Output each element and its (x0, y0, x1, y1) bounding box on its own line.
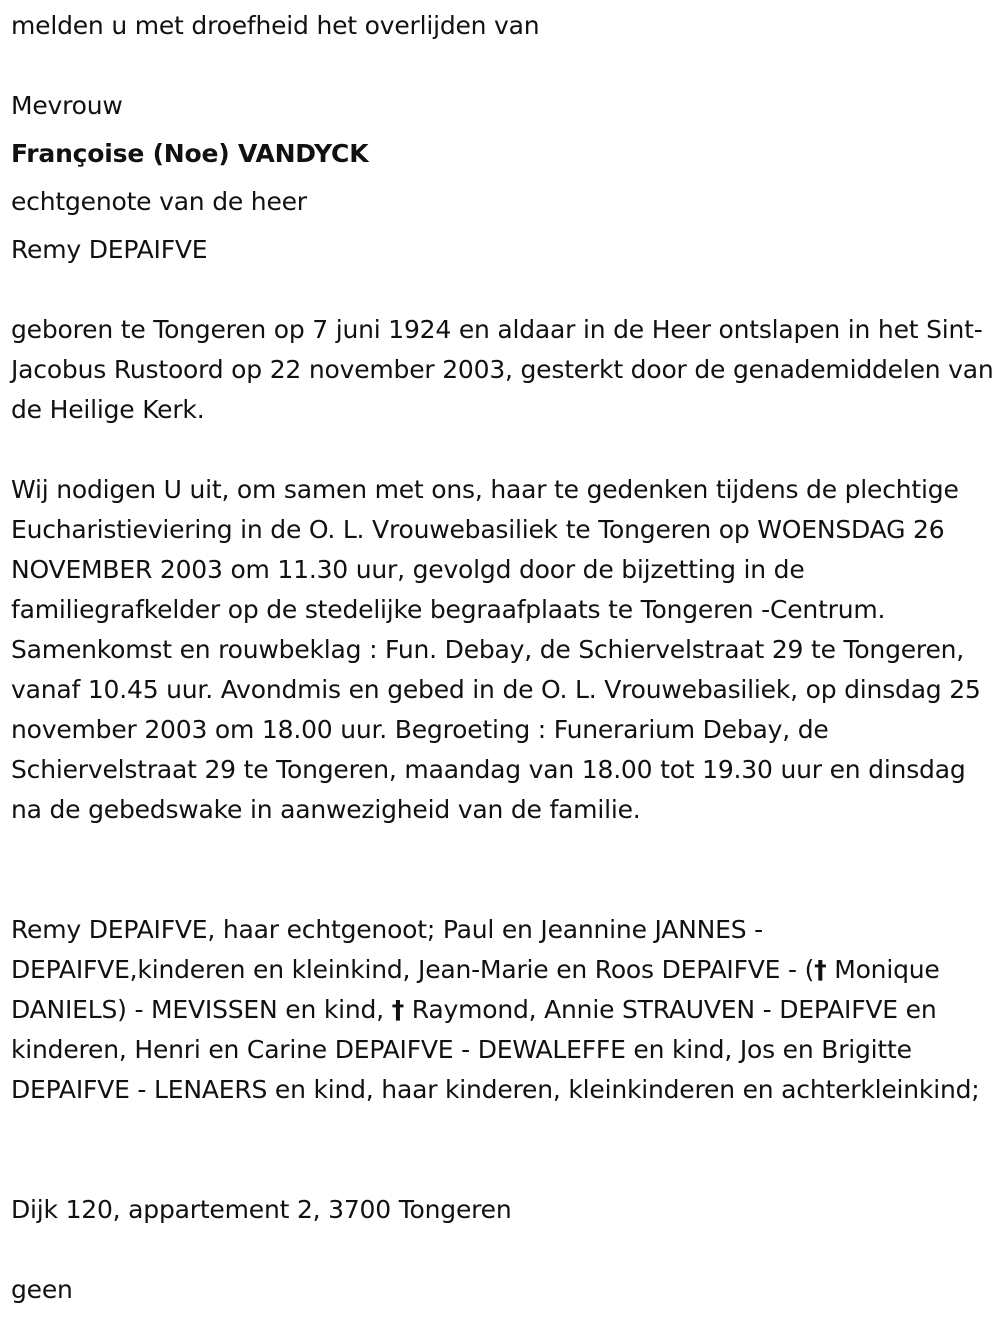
family-text-part1: Remy DEPAIFVE, haar echtgenoot; Paul en Jeannine JANNES - DEPAIFVE,kinderen en kleinkind, Jean-Marie en Roos DEPAIFVE - ( (11, 915, 815, 984)
deceased-name: Françoise (Noe) VANDYCK (11, 139, 369, 168)
address: Dijk 120, appartement 2, 3700 Tongeren (11, 1195, 512, 1224)
spouse-intro: echtgenote van de heer (11, 187, 307, 216)
cross-icon: † (814, 955, 827, 984)
family-text-part3: Raymond, Annie STRAUVEN - DEPAIFVE en kinderen, Henri en Carine DEPAIFVE - DEWALEFFE en kind, Jos en Brigitte DEPAIFVE - LENAERS en kind, haar kinderen, kleinkinderen en achterkleinkind; (11, 995, 980, 1104)
closing-text: geen (11, 1275, 73, 1304)
family-text-part2: Monique DANIELS) - MEVISSEN en kind, (11, 955, 940, 1024)
family-paragraph (11, 910, 996, 1110)
birth-death-paragraph: geboren te Tongeren op 7 juni 1924 en aldaar in de Heer ontslapen in het Sint-Jacobus Rustoord op 22 november 2003, gesterkt door de genademiddelen van de Heilige Kerk. (11, 315, 994, 424)
title-prefix: Mevrouw (11, 91, 123, 120)
spouse-name: Remy DEPAIFVE (11, 235, 208, 264)
service-paragraph: Wij nodigen U uit, om samen met ons, haar te gedenken tijdens de plechtige Eucharistieviering in de O. L. Vrouwebasiliek te Tongeren op WOENSDAG 26 NOVEMBER 2003 om 11.30 uur, gevolgd door de bijzetting in de familiegrafkelder op de stedelijke begraafplaats te Tongeren -Centrum. Samenkomst en rouwbeklag : Fun. Debay, de Schiervelstraat 29 te Tongeren, vanaf 10.45 uur. Avondmis en gebed in de O. L. Vrouwebasiliek, op dinsdag 25 november 2003 om 18.00 uur. Begroeting : Funerarium Debay, de Schiervelstraat 29 te Tongeren, maandag van 18.00 tot 19.30 uur en dinsdag na de gebedswake in aanwezigheid van de familie. (11, 475, 981, 824)
intro-text: melden u met droefheid het overlijden van (11, 11, 540, 40)
cross-icon: † (391, 995, 404, 1024)
